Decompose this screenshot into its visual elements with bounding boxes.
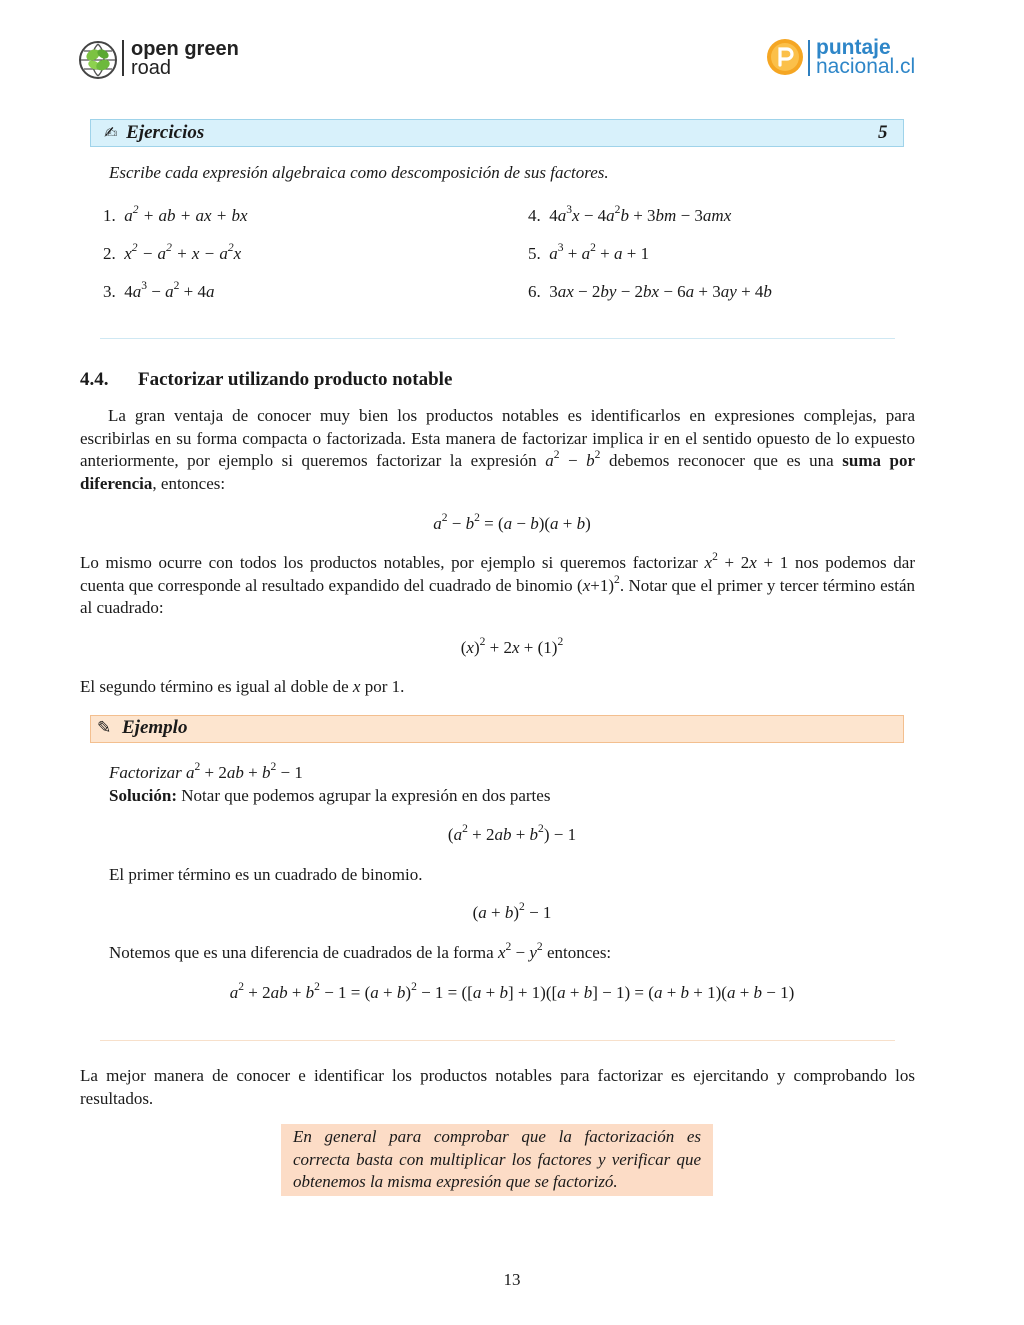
section-title <box>80 369 452 391</box>
logo-divider-right <box>808 40 810 76</box>
exercise-number: 4. <box>528 206 541 225</box>
exercise-expression: $4a^3 - a^2 + 4a$ <box>124 279 215 301</box>
puntaje-nacional-icon <box>766 38 804 76</box>
exercise-number: 2. <box>103 244 116 263</box>
example-title <box>97 717 187 739</box>
page-number: 13 <box>503 1270 521 1289</box>
exercise-item-2 <box>103 241 242 264</box>
bold-term: suma por diferencia <box>80 451 916 493</box>
exercise-number: 1. <box>103 206 116 225</box>
example-title-text: Ejemplo <box>122 717 188 738</box>
paragraph-binomial: Lo mismo ocurre con todos los productos notables, por ejemplo si queremos factorizar $x^2 + 2x + 1$ nos podemos dar cuenta que corresponde al resultado expandido del cuadrado de binomio $(x+1)^2$. Notar que el primer y tercer término están al cuadrado: <box>80 550 916 618</box>
exercise-number: 3. <box>103 282 116 301</box>
highlight-note: En general para comprobar que la factorización es correcta basta con multiplicar los factores y verificar que obtenemos la misma expresión que se factorizó. <box>281 1124 713 1196</box>
exercises-title <box>104 122 204 144</box>
section-number: 4.4. <box>80 369 109 390</box>
exercise-number: 5. <box>528 244 541 263</box>
example-solution: Solución: Notar que podemos agrupar la expresión en dos partes <box>109 786 551 805</box>
equation-grouping: $(a^2 + 2ab + b^2) - 1$ <box>447 822 577 844</box>
paragraph-intro: La gran ventaja de conocer muy bien los productos notables es identificarlos en expresiones complejas, para escribirlas en su forma compacta o factorizada. Esta manera de factorizar implica ir en el sentido opuesto de lo expuesto anteriormente, por ejemplo si queremos factorizar la expresión $a^2 - b^2$ debemos reconocer que es una suma por diferencia, entonces: <box>80 406 916 493</box>
exercises-instruction: Escribe cada expresión algebraica como descomposición de sus factores. <box>109 163 609 182</box>
logo-divider <box>122 40 124 76</box>
logo-line1: open green <box>131 38 239 60</box>
exercise-item-4 <box>528 203 732 226</box>
pencil-writing-icon: ✍ <box>104 123 118 142</box>
example-divider <box>100 1040 895 1041</box>
equation-squares: $(x)^2 + 2x + (1)^2$ <box>460 635 564 657</box>
exercise-item-1 <box>103 203 248 226</box>
equation-difference-of-squares: $a^2 - b^2 = (a - b)(a + b)$ <box>433 511 591 533</box>
exercises-header-bar <box>90 119 904 147</box>
open-green-road-wordmark <box>131 40 239 78</box>
paragraph-closing: La mejor manera de conocer e identificar los productos notables para factorizar es ejercitando y comprobando los resultados. <box>80 1066 915 1108</box>
paragraph-double: El segundo término es igual al doble de x por 1. <box>80 677 405 696</box>
section-title-text: Factorizar utilizando producto notable <box>138 369 453 390</box>
example-difference-note: Notemos que es una diferencia de cuadrados de la forma $x^2 - y^2$ entonces: <box>109 940 612 962</box>
logo-line1-right: puntaje <box>816 36 891 59</box>
exercise-item-3 <box>103 279 215 302</box>
example-binomial-note: El primer término es un cuadrado de binomio. <box>109 865 423 884</box>
exercise-expression: $x^2 - a^2 + x - a^2x$ <box>124 241 242 263</box>
exercises-title-text: Ejercicios <box>126 122 205 143</box>
globe-leaf-icon <box>78 40 118 80</box>
solution-label: Solución: <box>109 786 178 805</box>
logo-line2-right: nacional.cl <box>816 55 916 78</box>
equation-binomial: $(a + b)^2 - 1$ <box>472 900 552 922</box>
logo-line2: road <box>131 57 172 79</box>
exercise-item-6 <box>528 282 772 302</box>
exercise-expression: $a^3 + a^2 + a + 1$ <box>549 241 650 263</box>
pencil-icon: ✎ <box>97 718 112 738</box>
exercise-expression: $4a^3x - 4a^2b + 3bm - 3amx$ <box>549 203 732 225</box>
puntaje-nacional-wordmark <box>816 38 915 76</box>
exercise-expression: 3ax − 2by − 2bx − 6a + 3ay + 4b <box>549 282 772 301</box>
equation-final: $a^2 + 2ab + b^2 - 1 = (a + b)^2 - 1 = ([a + b] + 1)([a + b] - 1) = (a + b + 1)(a + b - 1)$ <box>229 980 795 1002</box>
exercise-expression: $a^2$ + ab + ax + bx <box>124 203 248 225</box>
exercises-divider <box>100 338 895 339</box>
exercise-item-5 <box>528 241 650 264</box>
example-header-bar <box>90 715 904 743</box>
exercise-number: 6. <box>528 282 541 301</box>
exercises-number: 5 <box>878 122 888 143</box>
example-statement: Factorizar $a^2 + 2ab + b^2 - 1$ <box>109 760 303 782</box>
